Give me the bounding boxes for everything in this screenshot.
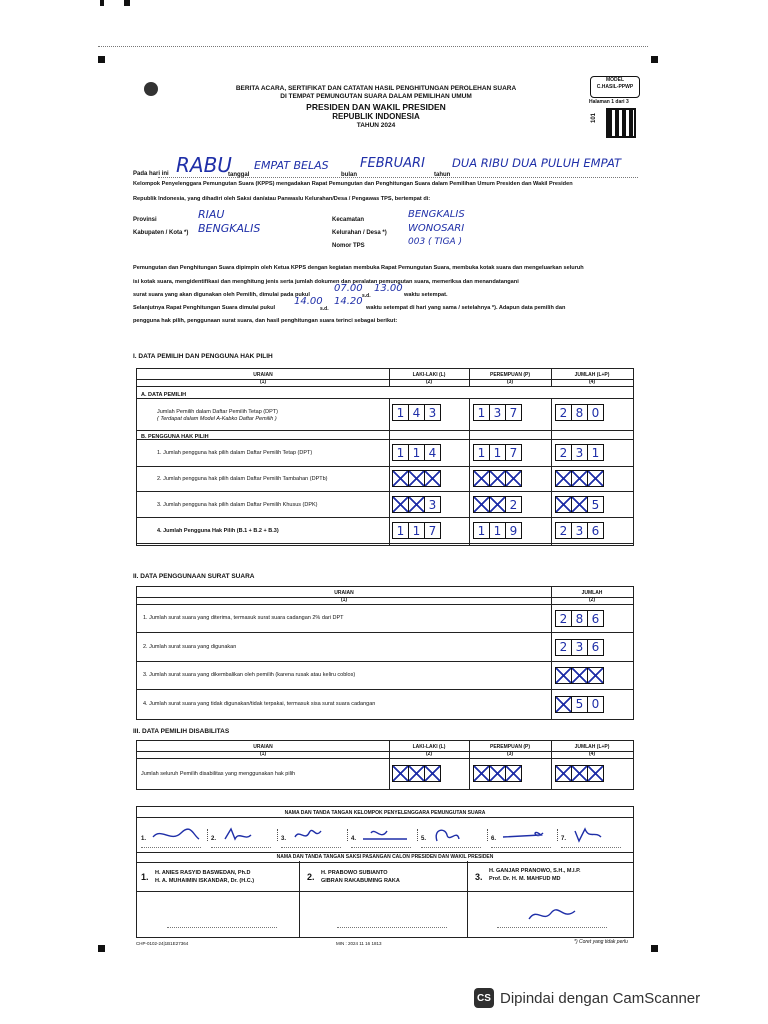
digit: 3 (572, 445, 588, 460)
digit-boxes (392, 496, 441, 513)
row-label: 1. Jumlah surat suara yang diterima, termasuk surat suara cadangan 2% dari DPT (143, 615, 344, 621)
digit (588, 766, 603, 781)
digit-boxes (555, 610, 604, 627)
digit-boxes (555, 765, 604, 782)
day-value: RABU (176, 153, 232, 177)
digit (588, 471, 603, 486)
digit: 2 (556, 640, 572, 655)
s1-n1: (1) (259, 379, 267, 385)
digit-boxes (555, 444, 604, 461)
row-label: 4. Jumlah surat suara yang tidak digunakan/tidak terpakai, termasuk sisa surat suara cadangan (143, 700, 376, 707)
row-label: 1. Jumlah pengguna hak pilih dalam Daftar Pemilih Tetap (DPT) (157, 450, 313, 456)
digit-boxes (473, 765, 522, 782)
s1-col-j: JUMLAH (L+P) (574, 372, 610, 378)
digit-boxes (555, 522, 604, 539)
section3-title: III. DATA PEMILIH DISABILITAS (133, 728, 230, 735)
c2-name-a: H. PRABOWO SUBIANTO (321, 870, 388, 876)
kpps-signature-7 (571, 825, 621, 845)
digit: 4 (428, 445, 437, 460)
digit (393, 471, 409, 486)
row-label: 2. Jumlah surat suara yang digunakan (143, 643, 237, 650)
title-line2: DI TEMPAT PEMUNGUTAN SUARA DALAM PEMILIHAN UMUM (280, 93, 472, 100)
digit: 0 (591, 405, 600, 420)
row-label: 3. Jumlah surat suara yang dikembalikan oleh pemilih (karena rusak atau keliru coblos) (143, 672, 356, 678)
s1-col-uraian: URAIAN (253, 372, 273, 378)
row-label: 2. Jumlah pengguna hak pilih dalam Daftar Pemilih Tambahan (DPTb) (157, 476, 328, 482)
signature-table (136, 806, 634, 938)
signature-number: 2. (211, 836, 217, 842)
corner-mark (98, 945, 105, 952)
digit (490, 471, 506, 486)
digit: 1 (591, 445, 600, 460)
signature-line (561, 847, 621, 848)
form-page (96, 50, 654, 955)
intro-dotline (158, 177, 638, 178)
divider (469, 369, 470, 386)
digit: 5 (591, 497, 600, 512)
digit-boxes (392, 470, 441, 487)
s1-col-p: PEREMPUAN (P) (489, 372, 530, 378)
session-p4: Selanjutnya Rapat Penghitungan Suara dimulai pukul (133, 305, 276, 311)
title-line3: PRESIDEN DAN WAKIL PRESIDEN (306, 102, 446, 112)
digit (572, 668, 588, 683)
digit: 8 (572, 611, 588, 626)
digit: 7 (428, 523, 437, 538)
year-value: DUA RIBU DUA PULUH EMPAT (452, 156, 622, 170)
divider (487, 829, 489, 841)
divider (417, 829, 419, 841)
digit: 2 (556, 405, 572, 420)
digit: 1 (409, 445, 425, 460)
s3-col-l: LAKI-LAKI (L) (412, 744, 446, 750)
c1-name-a: H. ANIES RASYID BASWEDAN, Ph.D (155, 870, 251, 876)
session-p4b: waktu setempat di hari yang sama / setelahnya *). Adapun data pemilih dan (366, 305, 566, 311)
s3-col-p: PEREMPUAN (P) (489, 744, 530, 750)
digit (490, 497, 506, 512)
corner-mark (98, 56, 105, 63)
digit-boxes (392, 444, 441, 461)
camscanner-text: Dipindai dengan CamScanner (500, 989, 701, 1007)
divider (469, 741, 470, 789)
digit: 7 (509, 405, 518, 420)
section3-table (136, 740, 634, 790)
s3-n1: (1) (259, 751, 267, 757)
divider (469, 398, 470, 545)
s1-b-title: B. PENGGUNA HAK PILIH (141, 434, 209, 440)
digit-boxes (392, 522, 441, 539)
intro-para1: Kelompok Penyelenggara Pemungutan Suara (KPPS) mengadakan Rapat Pemungutan dan Penghitungan Suara dalam Pemilihan Umum Presiden dan Wakil Presiden (133, 181, 573, 187)
digit (393, 766, 409, 781)
digit: 4 (409, 405, 425, 420)
corner-mark (651, 56, 658, 63)
sign-line (497, 927, 607, 928)
kpps-signature-6 (501, 825, 551, 845)
digit: 1 (474, 405, 490, 420)
digit: 8 (572, 405, 588, 420)
end-time-1: 13.00 (374, 283, 403, 294)
sd-1: s.d. (362, 293, 371, 299)
row-label: 4. Jumlah Pengguna Hak Pilih (B.1 + B.2 + B.3) (157, 528, 279, 534)
signature-line (421, 847, 481, 848)
kpps-signature-3 (291, 825, 341, 845)
scan-mark (100, 0, 104, 6)
divider (389, 398, 390, 545)
month-value: FEBRUARI (360, 156, 425, 171)
page-info: Halaman 1 dari 3 (589, 99, 629, 105)
digit-boxes (555, 667, 604, 684)
digit-boxes (473, 522, 522, 539)
date-value: EMPAT BELAS (254, 159, 329, 172)
kecamatan-label: Kecamatan (332, 217, 365, 223)
digit: 3 (428, 405, 437, 420)
model-box (590, 76, 640, 98)
pada-hari-ini-label: Pada hari ini (133, 171, 169, 177)
s2-n1: (1) (340, 597, 348, 603)
digit: 1 (409, 523, 425, 538)
digit: 2 (556, 611, 572, 626)
divider (551, 369, 552, 386)
kpu-logo-icon (144, 82, 158, 96)
kpps-title: NAMA DAN TANDA TANGAN KELOMPOK PENYELENGGARA PEMUNGUTAN SUARA (284, 810, 486, 816)
s1-a-title: A. DATA PEMILIH (141, 392, 187, 398)
s2-n2: (2) (588, 597, 596, 603)
footer-code-mid: MIN : 2024 11 16 1813 (336, 941, 382, 946)
c2-name-b: GIBRAN RAKABUMING RAKA (321, 878, 400, 884)
digit: 6 (591, 611, 600, 626)
divider (277, 829, 279, 841)
section1-title: I. DATA PEMILIH DAN PENGGUNA HAK PILIH (133, 353, 273, 360)
tanggal-label: tanggal (228, 172, 250, 178)
digit: 6 (591, 640, 600, 654)
digit: 7 (509, 445, 518, 460)
corner-mark (651, 945, 658, 952)
digit: 0 (591, 697, 600, 711)
signature-number: 5. (421, 836, 427, 842)
sd-2: s.d. (320, 306, 329, 312)
s3-col-j: JUMLAH (L+P) (574, 744, 610, 750)
digit: 6 (591, 523, 600, 538)
model-label: MODEL (605, 77, 625, 83)
sign-line (337, 927, 447, 928)
footer-code-left: CHP-0102-24|1B1E27364 (136, 941, 189, 946)
signature-line (211, 847, 271, 848)
provinsi-label: Provinsi (133, 217, 157, 223)
c2-number: 2. (307, 872, 315, 882)
s1-a-p-boxes (473, 404, 522, 421)
signature-number: 4. (351, 836, 357, 842)
signature-number: 7. (561, 836, 567, 842)
s3-row: Jumlah seluruh Pemilih disabilitas yang menggunakan hak pilih (141, 771, 296, 777)
digit (490, 766, 506, 781)
title-line1: BERITA ACARA, SERTIFIKAT DAN CATATAN HASIL PENGHITUNGAN PEROLEHAN SUARA (235, 85, 517, 92)
top-perforation (98, 46, 648, 47)
c3-number: 3. (475, 872, 483, 882)
footer-note: *) Coret yang tidak perlu (574, 939, 628, 945)
digit: 1 (393, 405, 409, 420)
digit: 9 (509, 523, 518, 538)
digit (409, 497, 425, 512)
digit (393, 497, 409, 512)
tahun-label: tahun (434, 172, 451, 178)
title-line5: TAHUN 2024 (356, 122, 396, 129)
scan-mark (124, 0, 130, 6)
divider (347, 829, 349, 841)
digit: 1 (474, 445, 490, 460)
c1-number: 1. (141, 872, 149, 882)
s2-col-j: JUMLAH (581, 590, 603, 596)
bulan-label: bulan (341, 172, 357, 178)
digit: 3 (428, 497, 437, 512)
digit: 1 (393, 445, 409, 460)
digit (572, 766, 588, 781)
model-code: C.HASIL-PPWP (596, 84, 634, 90)
start-time-1: 07.00 (334, 283, 363, 294)
digit-boxes (555, 470, 604, 487)
digit: 2 (556, 523, 572, 538)
digit (425, 471, 440, 486)
c3-name-a: H. GANJAR PRANOWO, S.H., M.I.P. (489, 868, 581, 874)
signature-line (491, 847, 551, 848)
title-line4: REPUBLIK INDONESIA (332, 112, 420, 121)
s3-n2: (2) (425, 751, 433, 757)
tps-value: 003 ( TIGA ) (408, 237, 463, 247)
kabkota-value: BENGKALIS (198, 222, 261, 235)
s1-n4: (4) (588, 379, 596, 385)
session-p5: pengguna hak pilih, penggunaan surat suara, dan hasil penghitungan suara terinci sebagai berikut: (133, 318, 398, 324)
intro-para2: Republik Indonesia, yang dihadiri oleh Saksi dan/atau Panwaslu Kelurahan/Desa / Pengawas TPS, bertempat di: (133, 196, 431, 202)
s3-col-uraian: URAIAN (253, 744, 273, 750)
digit: 2 (556, 445, 572, 460)
signature-line (351, 847, 411, 848)
digit-boxes (473, 470, 522, 487)
digit: 5 (572, 697, 588, 712)
signature-number: 6. (491, 836, 497, 842)
session-p1: Pemungutan dan Penghitungan Suara dipimpin oleh Ketua KPPS dengan kegiatan membuka Rapat Pemungutan Suara, membuka kotak suara dan mengeluarkan seluruh (133, 265, 584, 271)
digit: 1 (490, 445, 506, 460)
digit: 2 (509, 497, 518, 512)
digit (556, 668, 572, 683)
digit (506, 766, 521, 781)
kabkota-label: Kabupaten / Kota *) (133, 230, 189, 236)
end-time-2: 14.20 (334, 296, 363, 307)
kpps-signature-4 (361, 825, 411, 845)
s1-n3: (3) (506, 379, 514, 385)
s1-n2: (2) (425, 379, 433, 385)
digit (474, 766, 490, 781)
divider (207, 829, 209, 841)
s1-a-row1b: ( Terdapat dalam Model A-Kabko Daftar Pemilih ) (157, 416, 277, 422)
s3-n4: (4) (588, 751, 596, 757)
provinsi-value: RIAU (198, 208, 225, 221)
session-p2: isi kotak suara, mengidentifikasi dan menghitung jenis serta jumlah dokumen dan peralatan pemungutan suara, memeriksa dan menandatangani (133, 279, 519, 285)
kpps-signature-1 (151, 825, 201, 845)
waktu-setempat: waktu setempat. (404, 292, 448, 298)
divider (299, 861, 300, 937)
s3-n3: (3) (506, 751, 514, 757)
digit: 3 (572, 523, 588, 538)
digit (556, 766, 572, 781)
divider (389, 369, 390, 386)
digit (409, 471, 425, 486)
kelurahan-label: Kelurahan / Desa *) (332, 230, 387, 236)
digit: 1 (474, 523, 490, 538)
s1-a-j-boxes (555, 404, 604, 421)
sign-line (167, 927, 277, 928)
divider (551, 741, 552, 789)
divider (557, 829, 559, 841)
section2-table (136, 586, 634, 720)
tps-label: Nomor TPS (332, 243, 365, 249)
kpps-signature-5 (431, 825, 481, 845)
divider (467, 861, 468, 937)
saksi-title: NAMA DAN TANDA TANGAN SAKSI PASANGAN CALON PRESIDEN DAN WAKIL PRESIDEN (276, 854, 494, 860)
digit-boxes (392, 765, 441, 782)
digit: 3 (490, 405, 506, 420)
signature-number: 1. (141, 836, 147, 842)
start-time-2: 14.00 (294, 296, 323, 307)
session-p3: surat suara yang akan digunakan oleh Pemilih, dimulai pada pukul (133, 292, 310, 298)
digit-boxes (555, 639, 604, 656)
kpps-signature-2 (221, 825, 271, 845)
digit (474, 497, 490, 512)
code-101: 101 (591, 112, 598, 124)
digit (506, 471, 521, 486)
s1-a-l-boxes (392, 404, 441, 421)
signature-line (141, 847, 201, 848)
digit-boxes (555, 696, 604, 713)
digit (572, 497, 588, 512)
saksi-signature-3 (527, 905, 577, 925)
s2-col-uraian: URAIAN (334, 590, 354, 596)
digit (425, 766, 440, 781)
digit (556, 697, 572, 712)
qr-code-icon (606, 108, 636, 138)
digit-boxes (473, 444, 522, 461)
digit-boxes (473, 496, 522, 513)
s1-a-row1: Jumlah Pemilih dalam Daftar Pemilih Tetap (DPT) (157, 409, 278, 415)
signature-number: 3. (281, 836, 287, 842)
digit: 3 (572, 640, 588, 655)
c1-name-b: H. A. MUHAIMIN ISKANDAR, Dr. (H.C.) (155, 878, 255, 884)
camscanner-logo-icon: CS (474, 988, 494, 1008)
kelurahan-value: WONOSARI (408, 223, 465, 234)
digit (588, 668, 603, 683)
section2-title: II. DATA PENGGUNAAN SURAT SUARA (133, 573, 255, 580)
digit (556, 497, 572, 512)
digit (474, 471, 490, 486)
digit: 1 (490, 523, 506, 538)
signature-line (281, 847, 341, 848)
row-label: 3. Jumlah pengguna hak pilih dalam Daftar Pemilih Khusus (DPK) (157, 502, 318, 508)
divider (551, 398, 552, 545)
digit (409, 766, 425, 781)
digit (572, 471, 588, 486)
digit (556, 471, 572, 486)
digit-boxes (555, 496, 604, 513)
kecamatan-value: BENGKALIS (408, 209, 465, 220)
digit: 1 (393, 523, 409, 538)
camscanner-watermark (474, 984, 700, 1012)
divider (389, 741, 390, 789)
section1-table (136, 368, 634, 546)
s1-col-l: LAKI-LAKI (L) (412, 372, 446, 378)
c3-name-b: Prof. Dr. H. M. MAHFUD MD (489, 876, 561, 882)
